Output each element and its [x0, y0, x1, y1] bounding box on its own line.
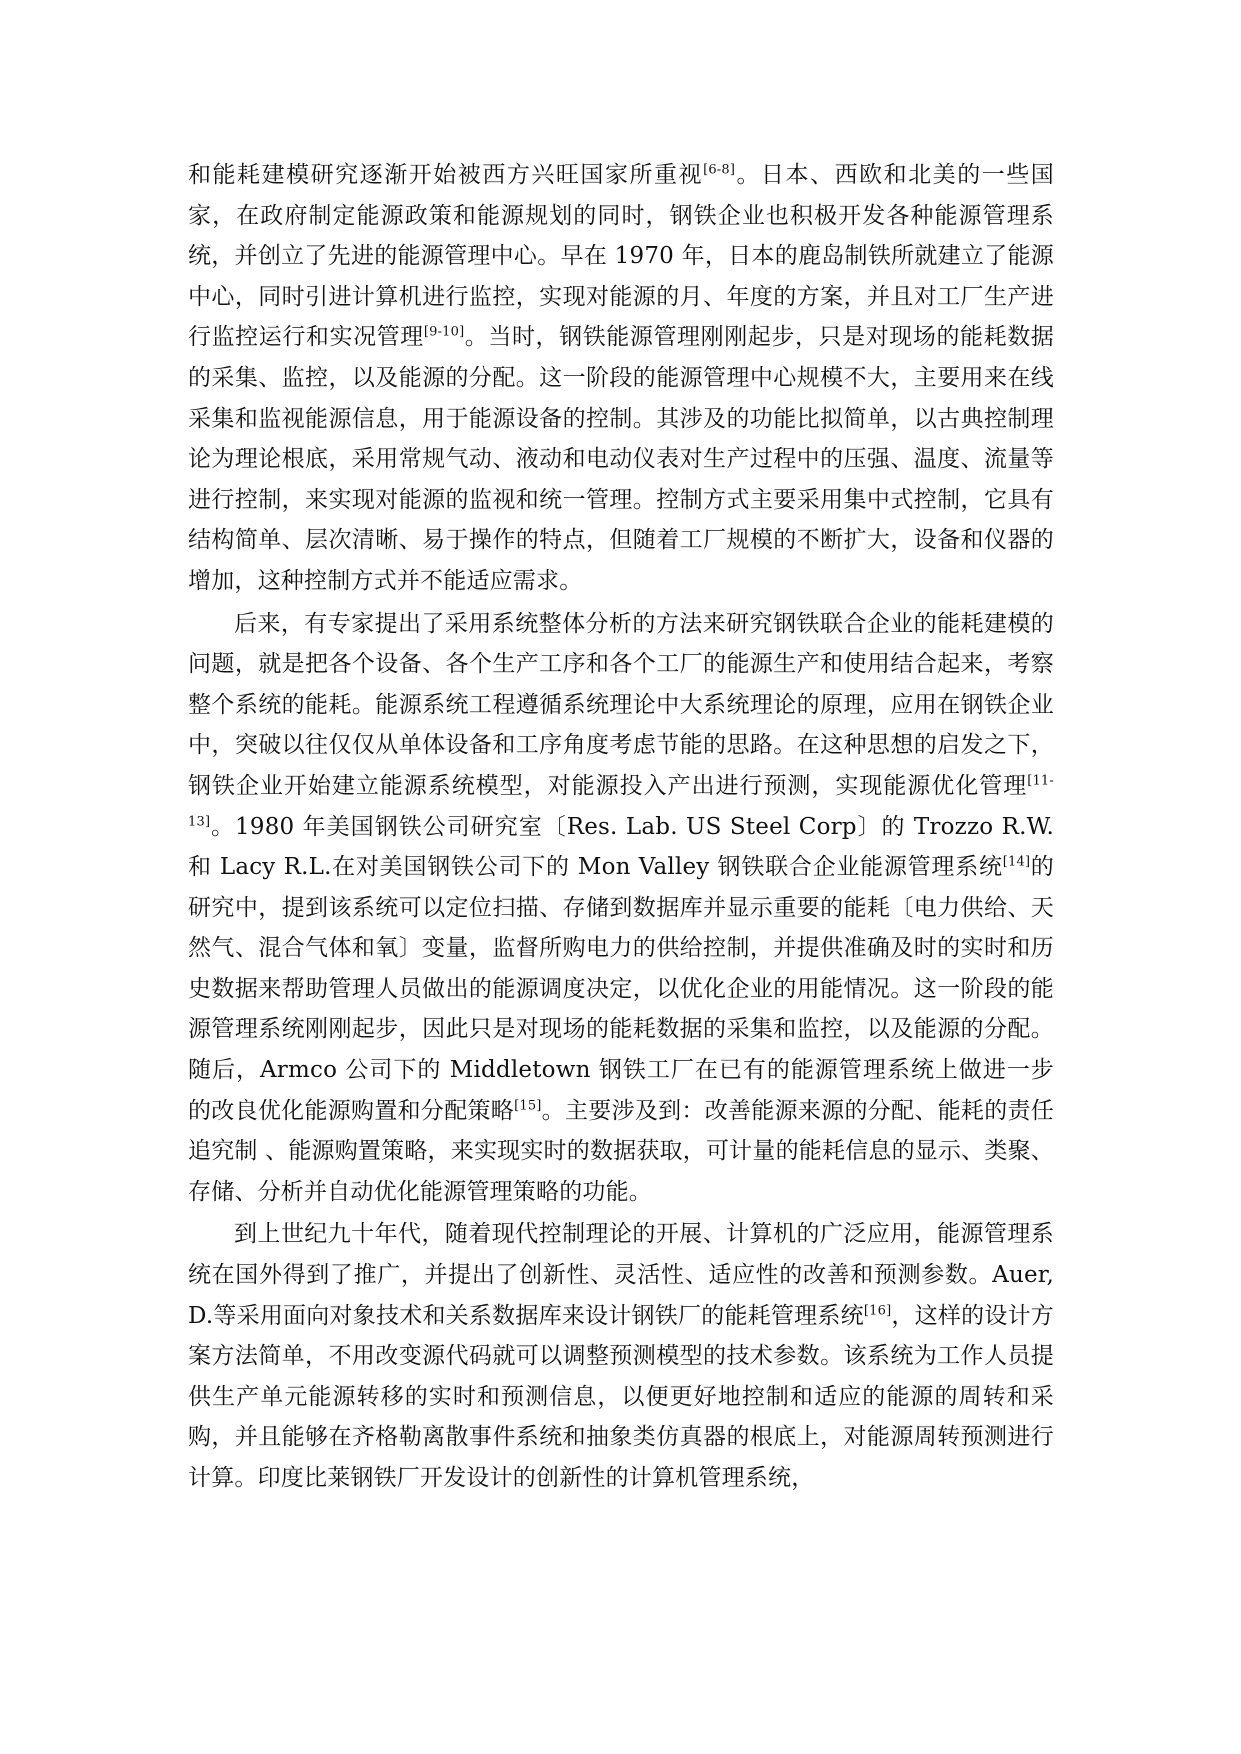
citation-marker: [11-13]	[188, 773, 1054, 829]
paragraph-text: 。日本、西欧和北美的一些国家，在政府制定能源政策和能源规划的同时，钢铁企业也积极开发各种能源管理系统，并创立了先进的能源管理中心。早在 1970 年，日本的鹿岛制铁所就建立了能源中心，同时引进计算机进行监控，实现对能源的月、年度的方案，并且对工厂生产进行监控运行和实况管理	[188, 162, 1054, 351]
paragraph-text: 到上世纪九十年代，随着现代控制理论的开展、计算机的广泛应用，能源管理系统在国外得到了推广，并提出了创新性、灵活性、适应性的改善和预测参数。Auer, D.等采用面向对象技术和关系数据库来设计钢铁厂的能耗管理系统	[188, 1221, 1054, 1329]
paragraph-1	[188, 155, 1054, 602]
paragraph-text: ，这样的设计方案方法简单，不用改变源代码就可以调整预测模型的技术参数。该系统为工作人员提供生产单元能源转移的实时和预测信息，以便更好地控制和适应的能源的周转和采购，并且能够在齐格勒离散事件系统和抽象类仿真器的根底上，对能源周转预测进行计算。印度比莱钢铁厂开发设计的创新性的计算机管理系统，	[188, 1302, 1055, 1491]
paragraph-text: 的研究中，提到该系统可以定位扫描、存储到数据库并显示重要的能耗〔电力供给、天然气、混合气体和氧〕变量，监督所购电力的供给控制，并提供准确及时的实时和历史数据来帮助管理人员做出的能源调度决定，以优化企业的用能情况。这一阶段的能源管理系统刚刚起步，因此只是对现场的能耗数据的采集和监控，以及能源的分配。随后，Armco 公司下的 Middletown 钢铁工厂在已有的能源管理系统上做进一步的改良优化能源购置和分配策略	[188, 854, 1054, 1124]
paragraph-text: 和能耗建模研究逐渐开始被西方兴旺国家所重视	[188, 162, 704, 188]
paragraph-text: 。当时，钢铁能源管理刚刚起步，只是对现场的能耗数据的采集、监控，以及能源的分配。这一阶段的能源管理中心规模不大，主要用来在线采集和监视能源信息，用于能源设备的控制。其涉及的功能比拟简单，以古典控制理论为理论根底，采用常规气动、液动和电动仪表对生产过程中的压强、温度、流量等进行控制，来实现对能源的监视和统一管理。控制方式主要采用集中式控制，它具有结构简单、层次清晰、易于操作的特点，但随着工厂规模的不断扩大，设备和仪器的增加，这种控制方式并不能适应需求。	[188, 324, 1055, 594]
citation-marker: [9-10]	[423, 324, 465, 340]
paragraph-text: 。1980 年美国钢铁公司研究室〔Res. Lab. US Steel Corp〕的 Trozzo R.W.和 Lacy R.L.在对美国钢铁公司下的 Mon Valley 钢铁联合企业能源管理系统	[188, 813, 1054, 881]
citation-marker: [14]	[1002, 854, 1031, 870]
paragraph-text: 后来，有专家提出了采用系统整体分析的方法来研究钢铁联合企业的能耗建模的问题，就是把各个设备、各个生产工序和各个工厂的能源生产和使用结合起来，考察整个系统的能耗。能源系统工程遵循系统理论中大系统理论的原理，应用在钢铁企业中，突破以往仅仅从单体设备和工序角度考虑节能的思路。在这种思想的启发之下，钢铁企业开始建立能源系统模型，对能源投入产出进行预测，实现能源优化管理	[188, 610, 1054, 799]
citation-marker: [16]	[863, 1302, 892, 1318]
paragraph-3	[188, 1214, 1054, 1498]
paragraph-text: 。主要涉及到：改善能源来源的分配、能耗的责任追究制 、能源购置策略，来实现实时的数据获取，可计量的能耗信息的显示、类聚、存储、分析并自动优化能源管理策略的功能。	[188, 1097, 1054, 1205]
citation-marker: [6-8]	[703, 162, 736, 178]
citation-marker: [15]	[514, 1098, 542, 1113]
body-text	[188, 155, 1054, 1501]
paragraph-2	[188, 604, 1054, 1213]
